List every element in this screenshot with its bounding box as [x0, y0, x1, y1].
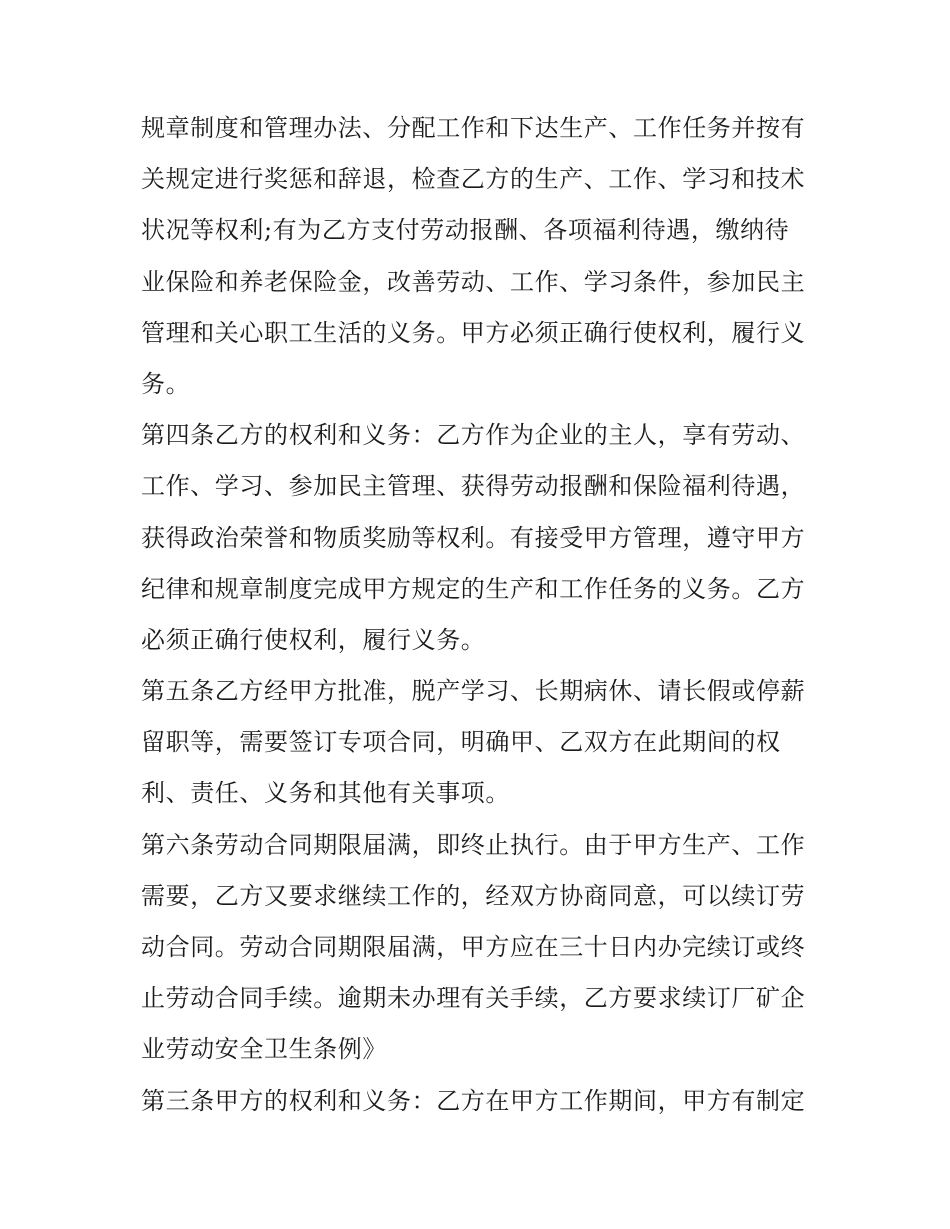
text-line: 利、责任、义务和其他有关事项。	[141, 779, 510, 808]
text-line: 业劳动安全卫生条例》	[141, 1035, 387, 1064]
text-line: 动合同。劳动合同期限届满，甲方应在三十日内办完续订或终	[141, 933, 806, 961]
text-line: 留职等，需要签订专项合同，明确甲、乙双方在此期间的权	[141, 728, 781, 757]
text-line: 纪律和规章制度完成甲方规定的生产和工作任务的义务。乙方	[141, 574, 806, 603]
document-body	[141, 103, 821, 1127]
text-line: 需要，乙方又要求继续工作的，经双方协商同意，可以续订劳	[141, 881, 806, 910]
text-line: 规章制度和管理办法、分配工作和下达生产、工作任务并按有	[141, 114, 806, 142]
text-line: 获得政治荣誉和物质奖励等权利。有接受甲方管理，遵守甲方	[141, 523, 806, 552]
text-line: 工作、学习、参加民主管理、获得劳动报酬和保险福利待遇，	[141, 472, 806, 501]
text-line: 第五条乙方经甲方批准，脱产学习、长期病休、请长假或停薪	[141, 677, 806, 706]
text-line: 业保险和养老保险金，改善劳动、工作、学习条件，参加民主	[141, 267, 806, 296]
text-line: 务。	[141, 369, 191, 398]
text-line: 管理和关心职工生活的义务。甲方必须正确行使权利，履行义	[141, 318, 806, 347]
text-line: 关规定进行奖惩和辞退，检查乙方的生产、工作、学习和技术	[141, 165, 806, 194]
text-line: 第三条甲方的权利和义务：乙方在甲方工作期间，甲方有制定	[141, 1086, 806, 1115]
text-line: 必须正确行使权利，履行义务。	[141, 625, 486, 654]
text-line: 第四条乙方的权利和义务：乙方作为企业的主人，享有劳动、	[141, 421, 806, 450]
text-line: 状况等权利;有为乙方支付劳动报酬、各项福利待遇，缴纳待	[141, 216, 790, 245]
text-line: 第六条劳动合同期限届满，即终止执行。由于甲方生产、工作	[141, 830, 806, 859]
text-line: 止劳动合同手续。逾期未办理有关手续，乙方要求续订厂矿企	[141, 984, 806, 1013]
